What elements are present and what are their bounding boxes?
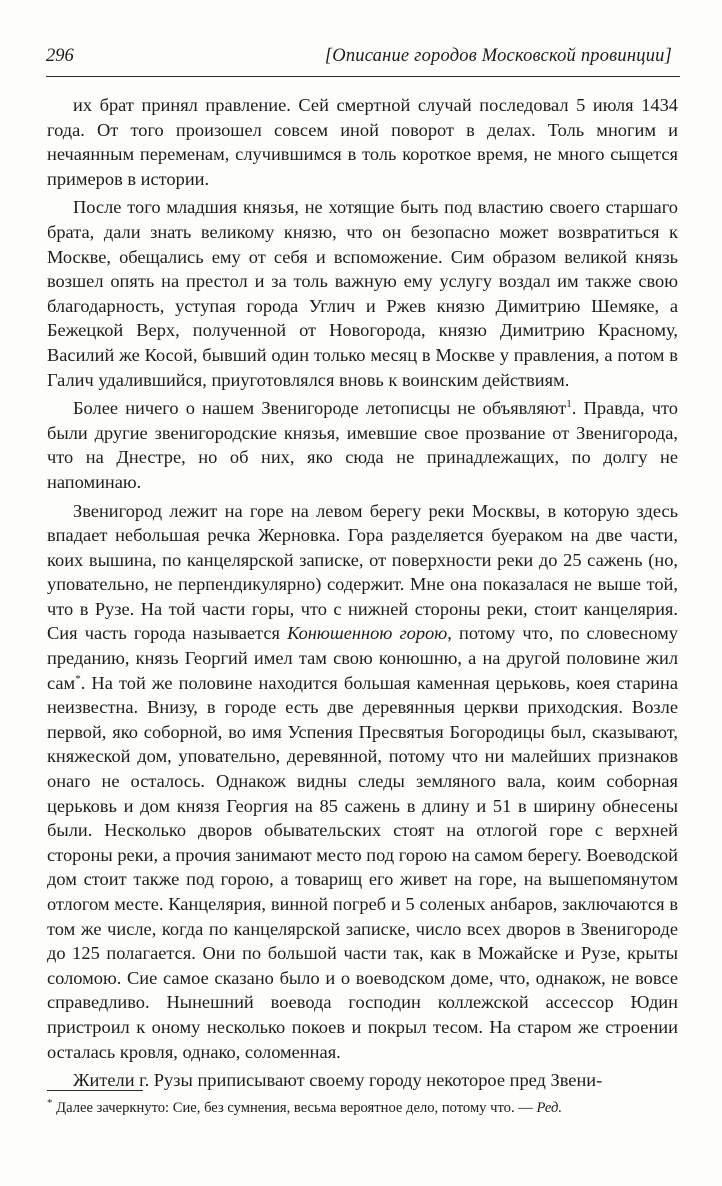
- running-head: [Описание городов Московской провинции]: [324, 46, 672, 66]
- paragraph-text: их брат принял правление. Сей смертной случай последовал 5 июля 1434 года. От того произошел совсем иной поворот в делах. Толь многим и нечаянным переменам, случившимся в толь короткое время, не много сыщется примеров в истории.: [47, 95, 678, 189]
- page-header: [46, 46, 676, 80]
- paragraph-4: [47, 499, 678, 1065]
- header-rule: [46, 76, 680, 77]
- paragraph-text-mid: потому что, по словесному преданию, князь Георгий имел там свою конюшню, а на другой половине жил сам: [47, 623, 678, 693]
- paragraph-text: Более ничего о нашем Звенигороде летописцы не объявляют: [73, 398, 567, 419]
- footnote-ref-1: 1: [566, 398, 572, 410]
- body-text: [47, 93, 678, 1093]
- footnote-ref-star: *: [75, 672, 81, 685]
- paragraph-1: [47, 93, 678, 191]
- footnote-text: Далее зачеркнуто: Сие, без сумнения, весьма вероятное дело, потому что. —: [52, 1100, 537, 1116]
- footnote-editor: Ред.: [536, 1100, 563, 1116]
- page-number: 296: [46, 46, 74, 66]
- footnote-rule: [47, 1090, 143, 1091]
- footnote: [47, 1099, 678, 1117]
- paragraph-text: После того младшия князья, не хотящие быть под властию своего старшаго брата, дали знать великому князю, что он безопасно может возвратиться к Москве, обещались ему от себя и вспоможение. Сим образом великой князь возшел опять на престол и за толь важную ему услугу воздал им также свою благодарность, уступая города Углич и Ржев князю Димитрию Шемяке, а Бежецкой Верх, полученной от Новогорода, князю Димитрию Красному, Василий же Косой, бывший один только месяц в Москве у правления, а потом в Галич удалившийся, приуготовлялся вновь к воинским действиям.: [47, 197, 678, 390]
- footnote-mark: *: [47, 1097, 53, 1110]
- paragraph-2: [47, 195, 678, 392]
- italic-term: Конюшенною горою,: [287, 623, 452, 644]
- paragraph-text: Жители г. Рузы приписывают своему городу некоторое пред Звени-: [73, 1070, 603, 1091]
- paragraph-text-cont: . Правда, что были другие звенигородские князья, имевшие свое прозвание от Звенигорода, что на Днестре, но об них, яко сюда не принадлежащих, по долгу не напоминаю.: [47, 398, 678, 492]
- paragraph-3: [47, 396, 678, 494]
- paragraph-text: Звенигород лежит на горе на левом берегу реки Москвы, в которую здесь впадает небольшая речка Жерновка. Гора разделяется буераком на две части, коих вышина, по канцелярской записке, от поверхности реки до 25 сажень (но, уповательно, не перпендикулярно) содержит. Мне она показалася не выше той, что в Рузе. На той части горы, что с нижней стороны реки, стоит канцелярия. Сия часть города называется: [47, 500, 678, 644]
- paragraph-text-cont: . На той же половине находится большая каменная церьковь, коея старина неизвестна. Внизу, в городе есть две деревянныя церкви приходския. Возле первой, яко соборной, во имя Успения Пресвятыя Богородицы был, сказывают, княжеской дом, уповательно, деревянной, потому что ни малейших признаков онаго не осталось. Однакож видны следы земляного вала, коим соборная церьковь и дом князя Георгия на 85 сажень в длину и 51 в ширину обнесены были. Несколько дворов обывательских стоят на отлогой горе с верхней стороны реки, а прочия занимают место под горою на самом берегу. Воеводской дом стоит также под горою, а товарищ его живет на горе, на вышепомянутом отлогом месте. Канцелярия, винной погреб и 5 соленых анбаров, заключаются в том же числе, когда по канцелярской записке, число всех дворов в Звенигороде до 125 полагается. Они по большой части так, как в Можайске и Рузе, крыты соломою. Сие самое сказано было и о воеводском доме, что, однакож, не вовсе справедливо. Нынешний воевода господин коллежской ассессор Юдин пристроил к оному несколько покоев и покрыл тесом. На старом же строении осталась кровля, однако, соломенная.: [47, 672, 678, 1062]
